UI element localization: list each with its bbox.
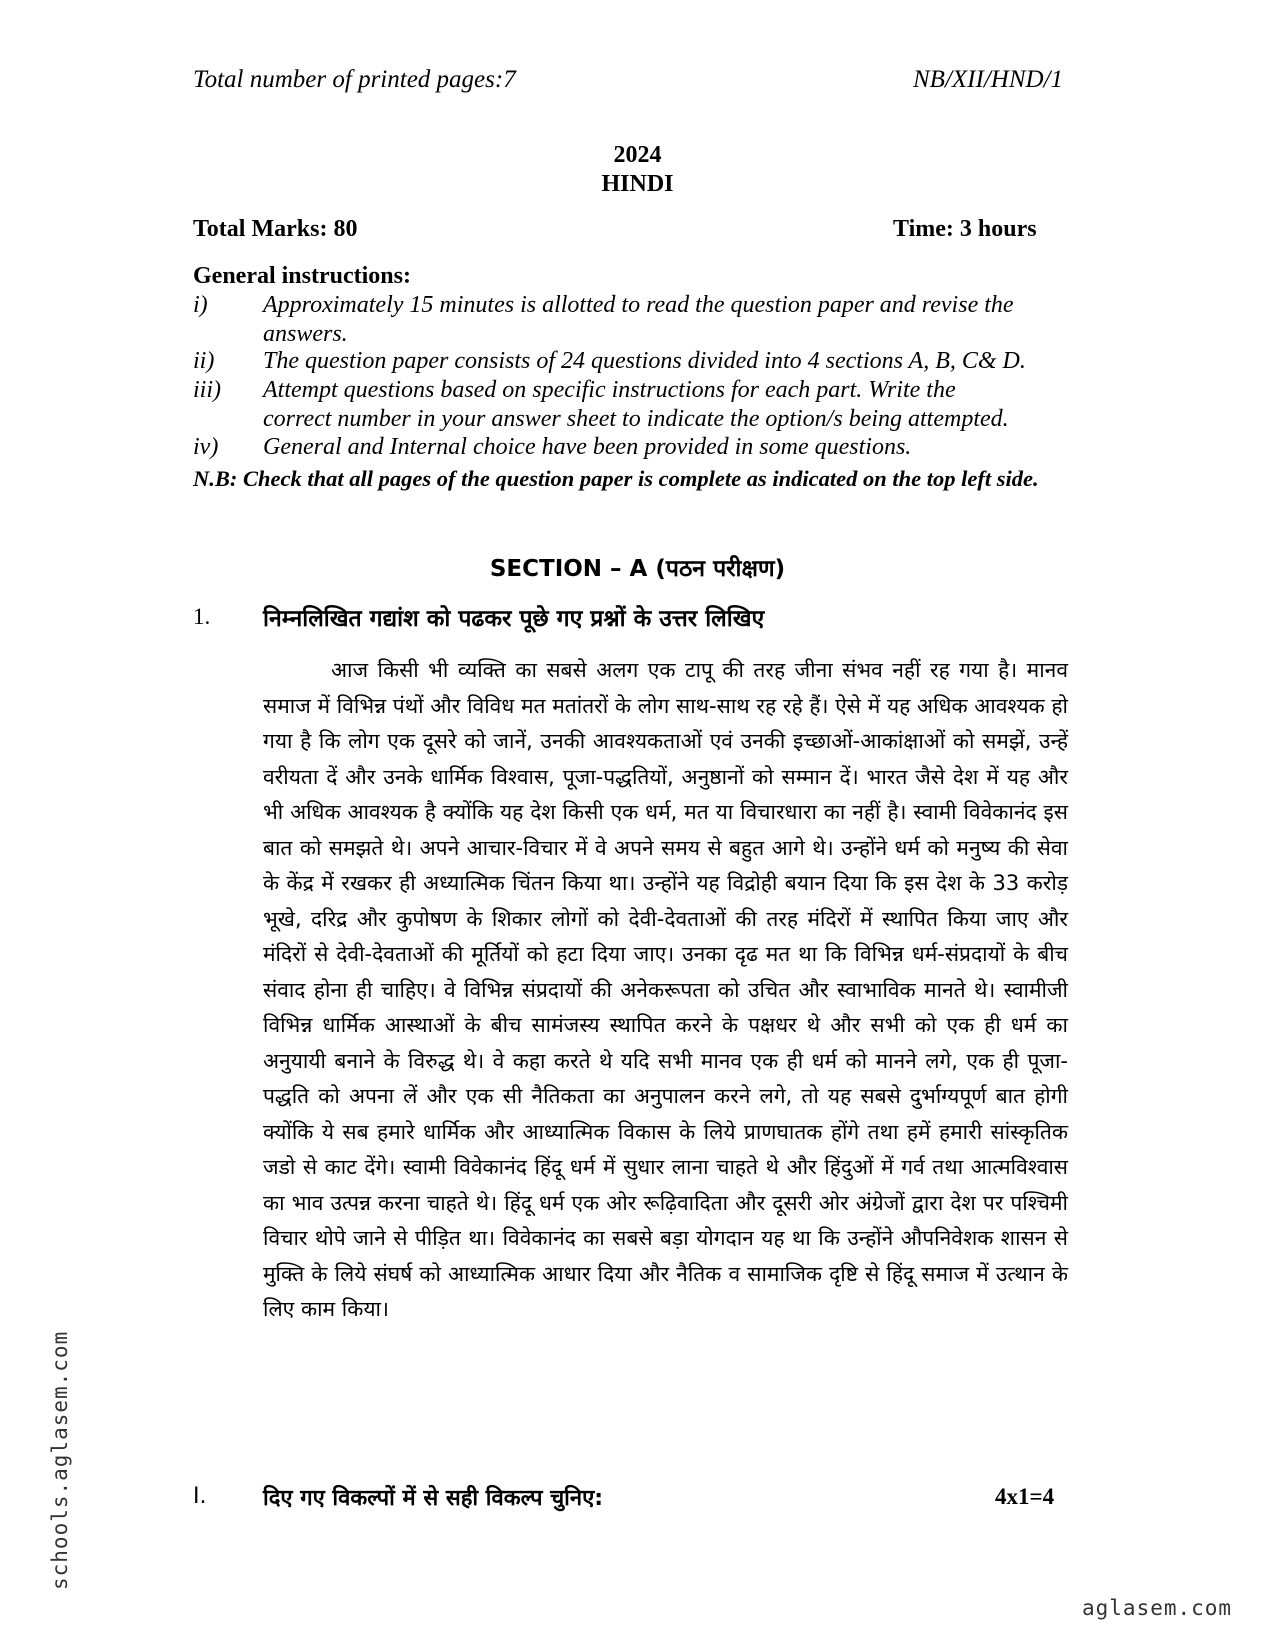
question-text: निम्नलिखित गद्यांश को पढकर पूछे गए प्रश्नों के उत्तर लिखिए xyxy=(263,606,765,632)
instruction-number: i) xyxy=(193,292,208,318)
nb-note: N.B: Check that all pages of the question paper is complete as indicated on the top left side. xyxy=(193,466,1039,491)
bottom-watermark: aglasem.com xyxy=(1082,1596,1233,1620)
question-number: 1. xyxy=(193,604,211,629)
exam-time: Time: 3 hours xyxy=(893,216,1037,242)
instruction-text: The question paper consists of 24 questions divided into 4 sections A, B, C& D. xyxy=(263,348,1026,374)
reading-passage: आज किसी भी व्यक्ति का सबसे अलग एक टापू की तरह जीना संभव नहीं रह गया है। मानव समाज में विभिन्न पंथों और विविध मत मतांतरों के लोग साथ-साथ रह रहे हैं। ऐसे में यह अधिक आवश्यक हो गया है कि लोग एक दूसरे को जानें, उनकी आवश्यकताओं एवं उनकी इच्छाओं-आकांक्षाओं को समझें, उन्हें वरीयता दें और उनके धार्मिक विश्वास, पूजा-पद्धतियों, अनुष्ठानों को सम्मान दें। भारत जैसे देश में यह और भी अधिक आवश्यक है क्योंकि यह देश किसी एक धर्म, मत या विचारधारा का नहीं है। स्वामी विवेकानंद इस बात को समझते थे। अपने आचार-विचार में वे अपने समय से बहुत आगे थे। उन्होंने धर्म को मनुष्य की सेवा के केंद्र में रखकर ही अध्यात्मिक चिंतन किया था। उन्होंने यह विद्रोही बयान दिया कि इस देश के 33 करोड़ भूखे, दरिद्र और कुपोषण के शिकार लोगों को देवी-देवताओं की तरह मंदिरों में स्थापित किया जाए और मंदिरों से देवी-देवताओं की मूर्तियों को हटा दिया जाए। उनका दृढ मत था कि विभिन्न धर्म-संप्रदायों के बीच संवाद होना ही चाहिए। वे विभिन्न संप्रदायों की अनेकरूपता को उचित और स्वाभाविक मानते थे। स्वामीजी विभिन्न धार्मिक आस्थाओं के बीच सामंजस्य स्थापित करने के पक्षधर थे और सभी को एक ही धर्म का अनुयायी बनाने के विरुद्ध थे। वे कहा करते थे यदि सभी मानव एक ही धर्म को मानने लगे, एक ही पूजा-पद्धति को अपना लें और एक सी नैतिकता का अनुपालन करने लगे, तो यह सबसे दुर्भाग्यपूर्ण बात होगी क्योंकि ये सब हमारे धार्मिक और आध्यात्मिक विकास के लिये प्राणघातक होंगे तथा हमें हमारी सांस्कृतिक जडो से काट देंगे। स्वामी विवेकानंद हिंदू धर्म में सुधार लाना चाहते थे और हिंदुओं में गर्व तथा आत्मविश्वास का भाव उत्पन्न करना चाहते थे। हिंदू धर्म एक ओर रूढ़िवादिता और दूसरी ओर अंग्रेजों द्वारा देश पर पश्चिमी विचार थोपे जाने से पीड़ित था। विवेकानंद का सबसे बड़ा योगदान यह था कि उन्होंने औपनिवेशक शासन से मुक्ति के लिये संघर्ष को आध्यात्मिक आधार दिया और नैतिक व सामाजिक दृष्टि से हिंदू समाज में उत्थान के लिए काम किया। xyxy=(263,658,1068,1321)
side-watermark: schools.aglasem.com xyxy=(48,1330,72,1590)
instructions-title: General instructions: xyxy=(193,263,411,289)
instruction-number: iv) xyxy=(193,434,219,460)
paper-code: NB/XII/HND/1 xyxy=(913,66,1063,93)
instruction-text-continued: answers. xyxy=(263,321,348,347)
printed-pages-label: Total number of printed pages:7 xyxy=(193,66,516,93)
instruction-number: ii) xyxy=(193,348,215,374)
instruction-text: Attempt questions based on specific instructions for each part. Write the xyxy=(263,377,956,403)
instruction-number: iii) xyxy=(193,377,221,403)
instruction-text: General and Internal choice have been provided in some questions. xyxy=(263,434,912,460)
exam-subject: HINDI xyxy=(601,171,674,197)
instruction-text-continued: correct number in your answer sheet to indicate the option/s being attempted. xyxy=(263,406,1009,432)
subquestion-marks: 4x1=4 xyxy=(995,1484,1055,1509)
subquestion-text: दिए गए विकल्पों में से सही विकल्प चुनिए: xyxy=(263,1486,604,1511)
exam-year: 2024 xyxy=(613,142,662,168)
instruction-text: Approximately 15 minutes is allotted to read the question paper and revise the xyxy=(263,292,1014,318)
section-title: SECTION – A (पठन परीक्षण) xyxy=(489,556,786,582)
total-marks: Total Marks: 80 xyxy=(193,216,358,242)
subquestion-number: I. xyxy=(193,1484,207,1509)
